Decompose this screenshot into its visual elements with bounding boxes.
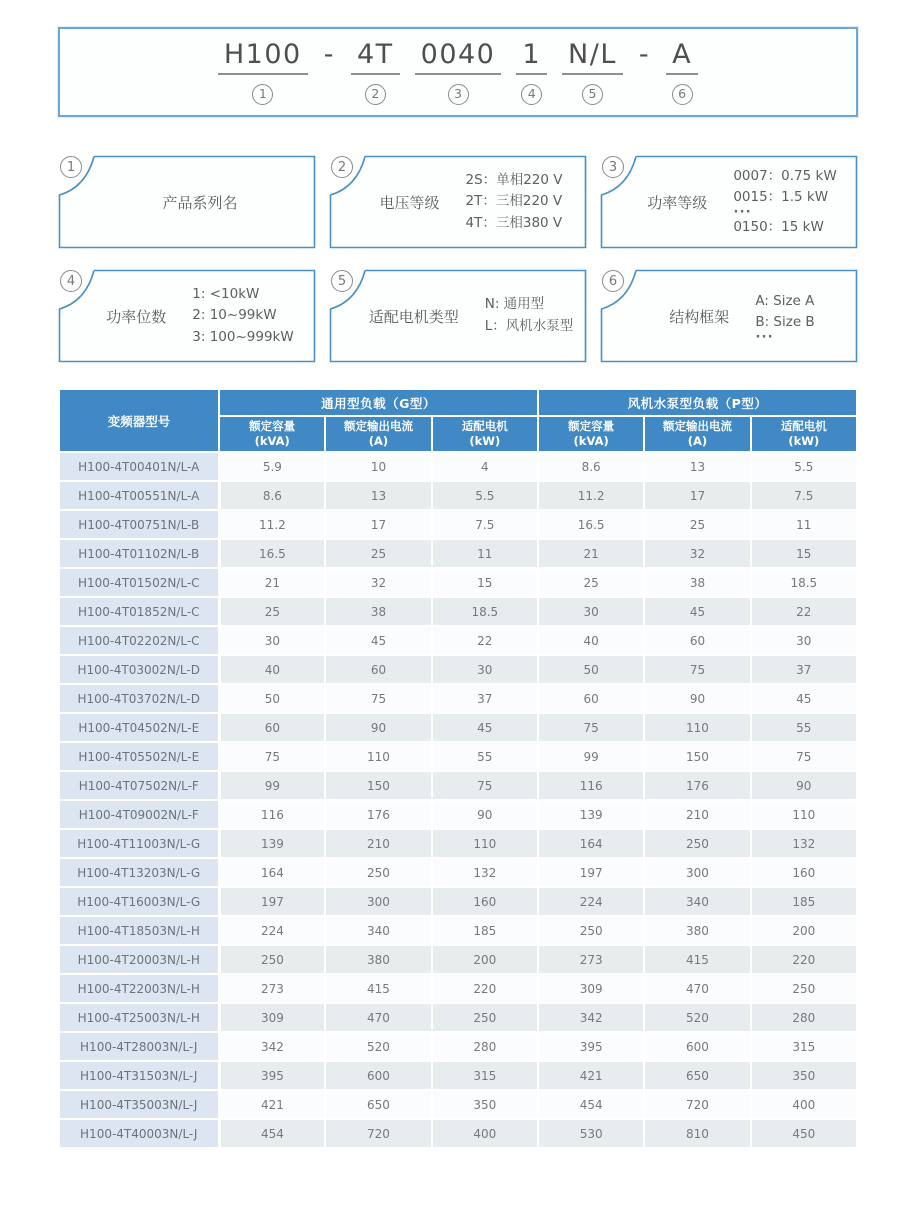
- spec-cell: 110: [432, 829, 538, 858]
- spec-cell: 450: [751, 1119, 857, 1148]
- spec-cell: 720: [325, 1119, 431, 1148]
- spec-cell: 15: [432, 568, 538, 597]
- spec-cell: 17: [325, 510, 431, 539]
- spec-cell: 11.2: [219, 510, 325, 539]
- model-cell: H100-4T16003N/L-G: [59, 887, 219, 916]
- spec-cell: 30: [751, 626, 857, 655]
- spec-cell: 7.5: [751, 481, 857, 510]
- spec-cell: 50: [538, 655, 644, 684]
- spec-cell: 600: [325, 1061, 431, 1090]
- spec-cell: 210: [325, 829, 431, 858]
- table-row: [59, 510, 857, 539]
- code-segment-power: [415, 39, 502, 105]
- spec-cell: 7.5: [432, 510, 538, 539]
- spec-cell: 90: [325, 713, 431, 742]
- spec-cell: 40: [538, 626, 644, 655]
- subheader-line1: 额定容量: [249, 419, 296, 434]
- model-cell: H100-4T35003N/L-J: [59, 1090, 219, 1119]
- spec-cell: 720: [644, 1090, 750, 1119]
- code-text: 1: [516, 39, 547, 75]
- spec-cell: 220: [751, 945, 857, 974]
- spec-cell: 250: [219, 945, 325, 974]
- model-cell: H100-4T22003N/L-H: [59, 974, 219, 1003]
- model-cell: H100-4T01102N/L-B: [59, 539, 219, 568]
- spec-cell: 300: [644, 858, 750, 887]
- table-row: [59, 452, 857, 481]
- table-row: [59, 974, 857, 1003]
- spec-cell: 25: [644, 510, 750, 539]
- spec-cell: 200: [751, 916, 857, 945]
- spec-cell: 160: [432, 887, 538, 916]
- legend-row-1: [58, 155, 858, 249]
- model-cell: H100-4T09002N/L-F: [59, 800, 219, 829]
- table-row: [59, 1119, 857, 1148]
- subheader-line2: (kVA): [254, 434, 290, 448]
- spec-cell: 21: [538, 539, 644, 568]
- table-row: [59, 1032, 857, 1061]
- spec-cell: 11: [432, 539, 538, 568]
- spec-cell: 309: [538, 974, 644, 1003]
- legend-label: 产品系列名: [162, 193, 238, 212]
- spec-cell: 350: [432, 1090, 538, 1119]
- column-header-rated-capacity-g: [219, 416, 325, 452]
- spec-cell: 150: [325, 771, 431, 800]
- spec-cell: 185: [432, 916, 538, 945]
- spec-cell: 380: [644, 916, 750, 945]
- subheader-line1: 额定输出电流: [343, 419, 413, 434]
- code-segment-series: [218, 39, 308, 105]
- code-segment-frame: [666, 39, 698, 105]
- table-row: [59, 800, 857, 829]
- table-row: [59, 1003, 857, 1032]
- spec-cell: 17: [644, 481, 750, 510]
- code-text: -: [638, 38, 651, 70]
- code-text: N/L: [562, 39, 623, 75]
- spec-cell: 18.5: [751, 568, 857, 597]
- group-header-general-load: 通用型负载（G型）: [219, 389, 538, 416]
- legend-box-frame: [600, 269, 858, 363]
- model-cell: H100-4T11003N/L-G: [59, 829, 219, 858]
- group-header-fan-pump-load: 风机水泵型负载（P型）: [538, 389, 857, 416]
- spec-table: [58, 388, 858, 1149]
- spec-cell: 421: [219, 1090, 325, 1119]
- subheader-line2: (kVA): [573, 434, 609, 448]
- circled-number-6: 6: [602, 270, 624, 292]
- table-row: [59, 481, 857, 510]
- model-cell: H100-4T02202N/L-C: [59, 626, 219, 655]
- spec-cell: 21: [219, 568, 325, 597]
- table-row: [59, 655, 857, 684]
- spec-cell: 520: [644, 1003, 750, 1032]
- legend-box-power-rating: [600, 155, 858, 249]
- spec-cell: 75: [432, 771, 538, 800]
- circled-number-1: 1: [252, 84, 273, 105]
- spec-cell: 280: [751, 1003, 857, 1032]
- code-segment-voltage: [351, 39, 400, 105]
- legend-label: 结构框架: [669, 307, 730, 326]
- spec-cell: 470: [644, 974, 750, 1003]
- table-row: [59, 887, 857, 916]
- circled-number-3: 3: [448, 84, 469, 105]
- spec-cell: 342: [538, 1003, 644, 1032]
- spec-cell: 600: [644, 1032, 750, 1061]
- table-row: [59, 1090, 857, 1119]
- spec-cell: 110: [644, 713, 750, 742]
- legend-body: [600, 269, 858, 363]
- spec-cell: 650: [644, 1061, 750, 1090]
- spec-cell: 60: [219, 713, 325, 742]
- table-row: [59, 597, 857, 626]
- spec-cell: 200: [432, 945, 538, 974]
- legend-item: 3: 100~999kW: [192, 328, 294, 345]
- spec-table-header: [59, 389, 857, 452]
- spec-cell: 520: [325, 1032, 431, 1061]
- spec-cell: 32: [644, 539, 750, 568]
- spec-cell: 400: [432, 1119, 538, 1148]
- code-separator: [323, 39, 336, 73]
- spec-cell: 185: [751, 887, 857, 916]
- spec-cell: 250: [644, 829, 750, 858]
- page-content: [58, 27, 858, 1149]
- spec-cell: 110: [751, 800, 857, 829]
- spec-cell: 530: [538, 1119, 644, 1148]
- code-text: -: [323, 38, 335, 70]
- spec-cell: 315: [751, 1032, 857, 1061]
- spec-cell: 160: [751, 858, 857, 887]
- legend-item: B: Size B: [755, 314, 815, 331]
- table-row: [59, 539, 857, 568]
- spec-cell: 13: [325, 481, 431, 510]
- spec-cell: 75: [644, 655, 750, 684]
- spec-cell: 99: [219, 771, 325, 800]
- spec-cell: 250: [538, 916, 644, 945]
- model-cell: H100-4T07502N/L-F: [59, 771, 219, 800]
- spec-cell: 99: [538, 742, 644, 771]
- code-text: H100: [218, 39, 308, 75]
- spec-cell: 395: [538, 1032, 644, 1061]
- circled-number-4: 4: [60, 270, 82, 292]
- legend-item: 2S：单相220 V: [465, 171, 563, 188]
- table-row: [59, 771, 857, 800]
- spec-cell: 650: [325, 1090, 431, 1119]
- code-text: A: [666, 39, 698, 75]
- column-header-rated-capacity-p: [538, 416, 644, 452]
- code-text: 4T: [351, 39, 400, 75]
- table-row: [59, 829, 857, 858]
- table-row: [59, 858, 857, 887]
- circled-number-1: 1: [60, 156, 82, 178]
- circled-number-6: 6: [672, 84, 693, 105]
- circled-number-3: 3: [602, 156, 624, 178]
- legend-label: 电压等级: [379, 193, 440, 212]
- legend-body: [58, 155, 316, 249]
- spec-cell: 32: [325, 568, 431, 597]
- spec-cell: 139: [538, 800, 644, 829]
- circled-number-2: 2: [331, 156, 353, 178]
- legend-label: 功率等级: [647, 193, 708, 212]
- spec-cell: 273: [538, 945, 644, 974]
- legend-items: [733, 166, 836, 238]
- spec-cell: 16.5: [538, 510, 644, 539]
- spec-cell: 90: [644, 684, 750, 713]
- spec-cell: 37: [432, 684, 538, 713]
- table-row: [59, 713, 857, 742]
- column-header-model: 变频器型号: [59, 389, 219, 452]
- table-row: [59, 1061, 857, 1090]
- spec-cell: 176: [644, 771, 750, 800]
- spec-cell: 116: [219, 800, 325, 829]
- spec-cell: 309: [219, 1003, 325, 1032]
- legend-label: 适配电机类型: [368, 307, 459, 326]
- column-header-rated-current-p: [644, 416, 750, 452]
- spec-cell: 342: [219, 1032, 325, 1061]
- legend-body: [58, 269, 316, 363]
- subheader-line1: 适配电机: [780, 419, 827, 434]
- spec-cell: 280: [432, 1032, 538, 1061]
- legend-item: 4T：三相380 V: [465, 214, 563, 231]
- model-cell: H100-4T01502N/L-C: [59, 568, 219, 597]
- code-segment-digits: [516, 39, 547, 105]
- spec-cell: 4: [432, 452, 538, 481]
- spec-cell: 25: [325, 539, 431, 568]
- legend-body: [329, 269, 587, 363]
- spec-cell: 340: [325, 916, 431, 945]
- spec-cell: 224: [538, 887, 644, 916]
- model-cell: H100-4T00751N/L-B: [59, 510, 219, 539]
- spec-cell: 25: [538, 568, 644, 597]
- ellipsis: ···: [755, 328, 774, 345]
- spec-cell: 38: [644, 568, 750, 597]
- spec-cell: 132: [751, 829, 857, 858]
- spec-cell: 45: [325, 626, 431, 655]
- model-cell: H100-4T01852N/L-C: [59, 597, 219, 626]
- legend-item: 0150：15 kW: [733, 218, 824, 235]
- spec-cell: 116: [538, 771, 644, 800]
- legend-box-series: [58, 155, 316, 249]
- spec-cell: 250: [325, 858, 431, 887]
- legend-item: 2T：三相220 V: [465, 193, 563, 210]
- spec-cell: 164: [538, 829, 644, 858]
- table-row: [59, 568, 857, 597]
- spec-cell: 210: [644, 800, 750, 829]
- spec-cell: 60: [325, 655, 431, 684]
- spec-cell: 75: [325, 684, 431, 713]
- spec-cell: 11: [751, 510, 857, 539]
- model-cell: H100-4T00551N/L-A: [59, 481, 219, 510]
- table-row: [59, 916, 857, 945]
- model-code-box: [58, 27, 858, 117]
- spec-cell: 55: [751, 713, 857, 742]
- spec-cell: 8.6: [219, 481, 325, 510]
- spec-cell: 8.6: [538, 452, 644, 481]
- model-cell: H100-4T03702N/L-D: [59, 684, 219, 713]
- model-cell: H100-4T28003N/L-J: [59, 1032, 219, 1061]
- model-cell: H100-4T13203N/L-G: [59, 858, 219, 887]
- model-cell: H100-4T04502N/L-E: [59, 713, 219, 742]
- model-cell: H100-4T00401N/L-A: [59, 452, 219, 481]
- spec-cell: 5.5: [432, 481, 538, 510]
- spec-cell: 415: [644, 945, 750, 974]
- spec-cell: 340: [644, 887, 750, 916]
- legend-row-2: [58, 269, 858, 363]
- spec-cell: 38: [325, 597, 431, 626]
- subheader-line2: (kW): [788, 434, 820, 448]
- spec-cell: 300: [325, 887, 431, 916]
- spec-cell: 75: [219, 742, 325, 771]
- table-row: [59, 945, 857, 974]
- spec-cell: 45: [751, 684, 857, 713]
- spec-cell: 22: [432, 626, 538, 655]
- spec-cell: 30: [219, 626, 325, 655]
- model-code: [218, 39, 698, 105]
- legend-box-voltage: [329, 155, 587, 249]
- model-cell: H100-4T18503N/L-H: [59, 916, 219, 945]
- subheader-line1: 适配电机: [461, 419, 508, 434]
- spec-cell: 11.2: [538, 481, 644, 510]
- legend-box-power-digits: [58, 269, 316, 363]
- column-header-rated-current-g: [325, 416, 431, 452]
- spec-cell: 315: [432, 1061, 538, 1090]
- spec-cell: 45: [432, 713, 538, 742]
- spec-cell: 454: [538, 1090, 644, 1119]
- subheader-line1: 额定容量: [568, 419, 615, 434]
- spec-cell: 454: [219, 1119, 325, 1148]
- spec-cell: 5.5: [751, 452, 857, 481]
- table-row: [59, 742, 857, 771]
- legend-items: [755, 291, 815, 345]
- spec-cell: 810: [644, 1119, 750, 1148]
- subheader-line2: (A): [368, 434, 389, 448]
- spec-cell: 10: [325, 452, 431, 481]
- spec-cell: 25: [219, 597, 325, 626]
- model-cell: H100-4T40003N/L-J: [59, 1119, 219, 1148]
- spec-cell: 50: [219, 684, 325, 713]
- spec-cell: 176: [325, 800, 431, 829]
- legend-body: [329, 155, 587, 249]
- spec-cell: 350: [751, 1061, 857, 1090]
- spec-table-wrap: [58, 388, 858, 1149]
- legend-item: 2: 10~99kW: [192, 307, 277, 324]
- model-cell: H100-4T20003N/L-H: [59, 945, 219, 974]
- spec-cell: 60: [644, 626, 750, 655]
- spec-table-body: [59, 452, 857, 1148]
- table-row: [59, 684, 857, 713]
- spec-cell: 13: [644, 452, 750, 481]
- spec-cell: 22: [751, 597, 857, 626]
- spec-cell: 224: [219, 916, 325, 945]
- spec-cell: 15: [751, 539, 857, 568]
- spec-cell: 110: [325, 742, 431, 771]
- legend-item: 1: <10kW: [192, 285, 260, 302]
- legend-items: [466, 170, 563, 235]
- legend-item: 0015：1.5 kW: [733, 189, 829, 206]
- legend-item: N: 通用型: [484, 296, 545, 313]
- model-cell: H100-4T25003N/L-H: [59, 1003, 219, 1032]
- spec-cell: 30: [432, 655, 538, 684]
- spec-cell: 415: [325, 974, 431, 1003]
- subheader-line1: 额定输出电流: [662, 419, 732, 434]
- subheader-line2: (A): [687, 434, 708, 448]
- spec-cell: 30: [538, 597, 644, 626]
- circled-number-5: 5: [582, 84, 603, 105]
- spec-cell: 40: [219, 655, 325, 684]
- code-segment-motor-type: [562, 39, 623, 105]
- spec-cell: 75: [538, 713, 644, 742]
- spec-cell: 37: [751, 655, 857, 684]
- spec-cell: 250: [432, 1003, 538, 1032]
- legend-box-motor-type: [329, 269, 587, 363]
- spec-cell: 75: [751, 742, 857, 771]
- spec-cell: 380: [325, 945, 431, 974]
- spec-cell: 5.9: [219, 452, 325, 481]
- spec-cell: 220: [432, 974, 538, 1003]
- spec-cell: 273: [219, 974, 325, 1003]
- spec-cell: 18.5: [432, 597, 538, 626]
- model-cell: H100-4T31503N/L-J: [59, 1061, 219, 1090]
- legend-item: A: Size A: [755, 292, 815, 309]
- spec-cell: 197: [219, 887, 325, 916]
- model-cell: H100-4T05502N/L-E: [59, 742, 219, 771]
- spec-cell: 164: [219, 858, 325, 887]
- spec-cell: 16.5: [219, 539, 325, 568]
- column-header-motor-p: [751, 416, 857, 452]
- spec-cell: 395: [219, 1061, 325, 1090]
- spec-cell: 45: [644, 597, 750, 626]
- spec-cell: 60: [538, 684, 644, 713]
- spec-cell: 132: [432, 858, 538, 887]
- model-cell: H100-4T03002N/L-D: [59, 655, 219, 684]
- legend-item: 0007：0.75 kW: [733, 167, 837, 184]
- subheader-line2: (kW): [469, 434, 501, 448]
- spec-cell: 400: [751, 1090, 857, 1119]
- spec-cell: 250: [751, 974, 857, 1003]
- spec-cell: 55: [432, 742, 538, 771]
- circled-number-2: 2: [365, 84, 386, 105]
- spec-cell: 150: [644, 742, 750, 771]
- spec-cell: 90: [432, 800, 538, 829]
- code-separator: [638, 39, 651, 73]
- legend-label: 功率位数: [106, 307, 167, 326]
- circled-number-4: 4: [521, 84, 542, 105]
- spec-cell: 90: [751, 771, 857, 800]
- code-text: 0040: [415, 39, 502, 75]
- table-row: [59, 626, 857, 655]
- column-header-motor-g: [432, 416, 538, 452]
- ellipsis: ···: [733, 204, 752, 221]
- circled-number-5: 5: [331, 270, 353, 292]
- spec-cell: 470: [325, 1003, 431, 1032]
- legend-items: [485, 294, 574, 337]
- spec-cell: 139: [219, 829, 325, 858]
- legend-item: L：风机水泵型: [484, 318, 574, 334]
- legend-items: [192, 284, 293, 349]
- legend-body: [600, 155, 858, 249]
- spec-cell: 421: [538, 1061, 644, 1090]
- spec-cell: 197: [538, 858, 644, 887]
